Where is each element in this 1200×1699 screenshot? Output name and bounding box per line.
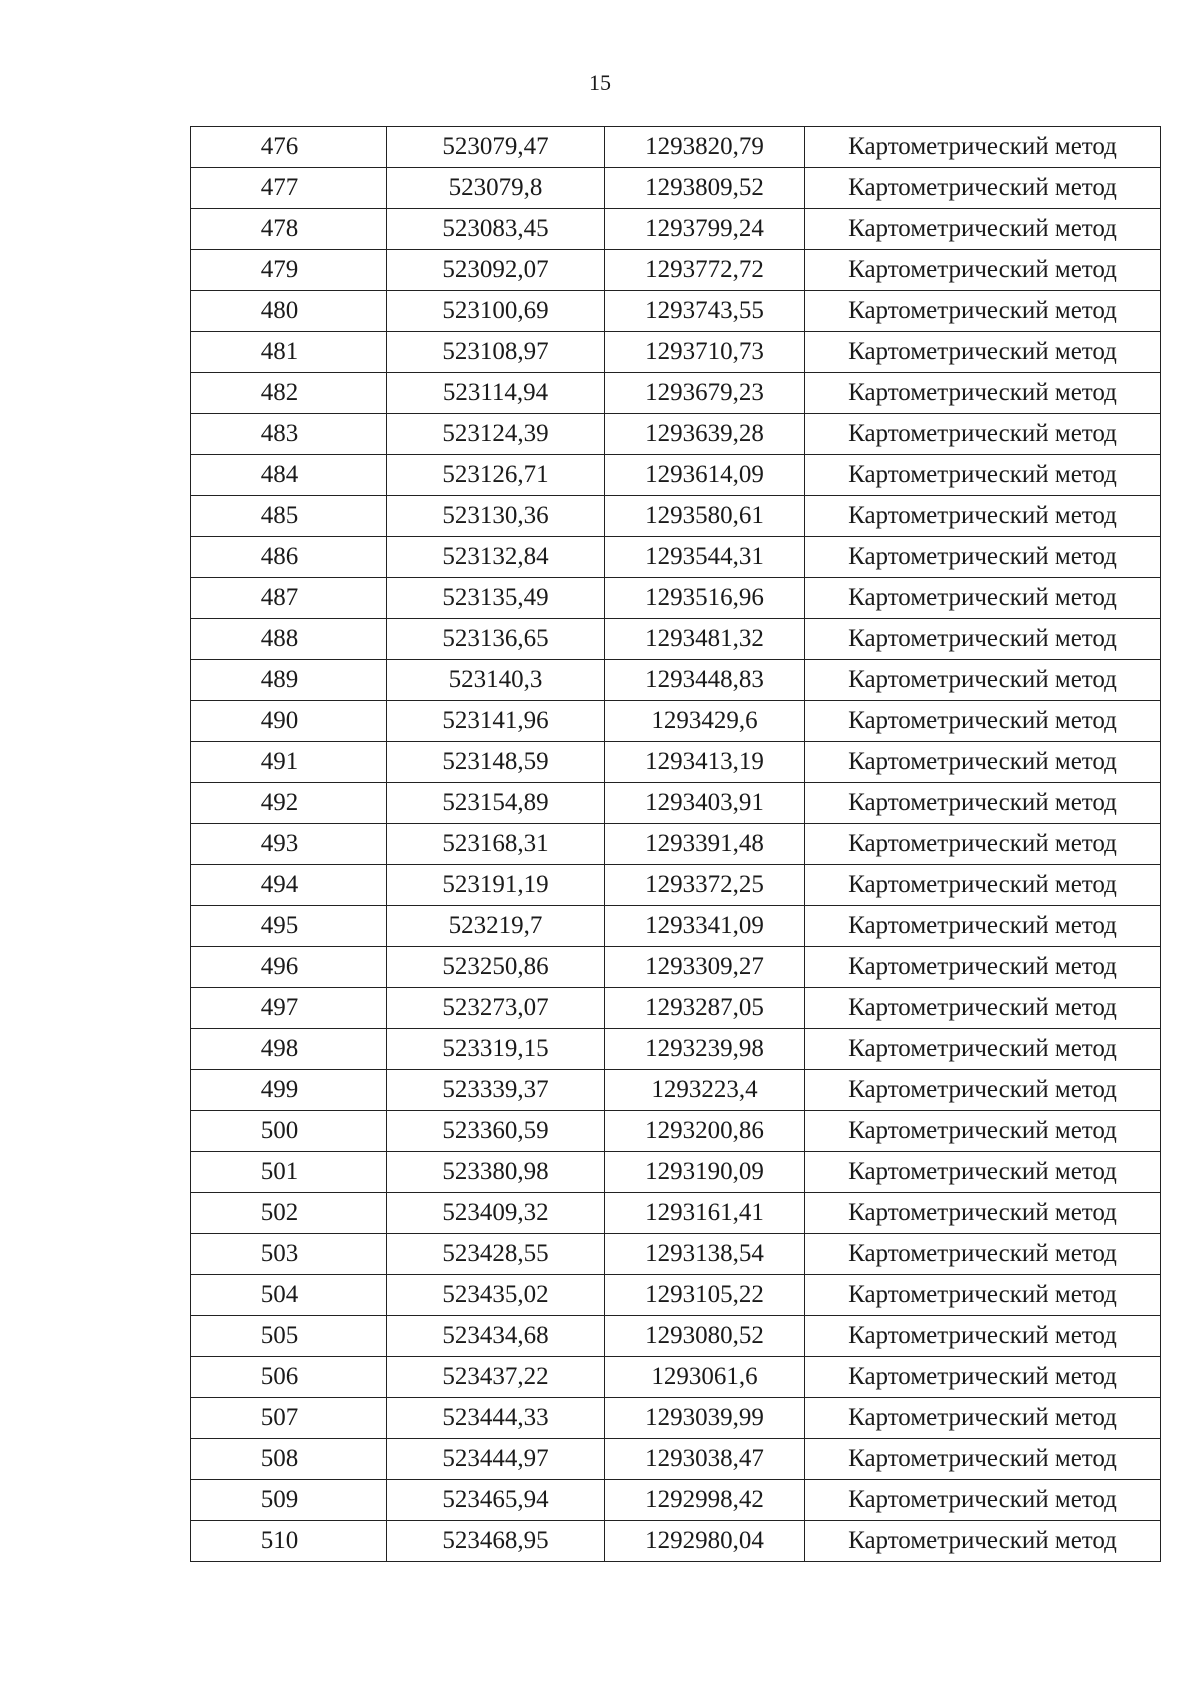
- x-coordinate-cell: 523273,07: [387, 988, 605, 1029]
- x-coordinate-cell: 523380,98: [387, 1152, 605, 1193]
- point-number-cell: 485: [191, 496, 387, 537]
- x-coordinate-cell: 523360,59: [387, 1111, 605, 1152]
- table-row: [191, 742, 1161, 783]
- method-cell: Картометрический метод: [805, 783, 1161, 824]
- table-row: [191, 291, 1161, 332]
- y-coordinate-cell: 1293614,09: [605, 455, 805, 496]
- x-coordinate-cell: 523130,36: [387, 496, 605, 537]
- x-coordinate-cell: 523468,95: [387, 1521, 605, 1562]
- method-cell: Картометрический метод: [805, 1316, 1161, 1357]
- table-row: [191, 619, 1161, 660]
- method-cell: Картометрический метод: [805, 824, 1161, 865]
- method-cell: Картометрический метод: [805, 988, 1161, 1029]
- y-coordinate-cell: 1293429,6: [605, 701, 805, 742]
- y-coordinate-cell: 1293190,09: [605, 1152, 805, 1193]
- table-row: [191, 824, 1161, 865]
- method-cell: Картометрический метод: [805, 1439, 1161, 1480]
- x-coordinate-cell: 523154,89: [387, 783, 605, 824]
- method-cell: Картометрический метод: [805, 906, 1161, 947]
- method-cell: Картометрический метод: [805, 578, 1161, 619]
- y-coordinate-cell: 1293061,6: [605, 1357, 805, 1398]
- x-coordinate-cell: 523319,15: [387, 1029, 605, 1070]
- y-coordinate-cell: 1293481,32: [605, 619, 805, 660]
- point-number-cell: 507: [191, 1398, 387, 1439]
- y-coordinate-cell: 1293039,99: [605, 1398, 805, 1439]
- point-number-cell: 510: [191, 1521, 387, 1562]
- table-row: [191, 168, 1161, 209]
- method-cell: Картометрический метод: [805, 414, 1161, 455]
- y-coordinate-cell: 1293772,72: [605, 250, 805, 291]
- x-coordinate-cell: 523124,39: [387, 414, 605, 455]
- table-row: [191, 1275, 1161, 1316]
- x-coordinate-cell: 523114,94: [387, 373, 605, 414]
- y-coordinate-cell: 1293138,54: [605, 1234, 805, 1275]
- point-number-cell: 498: [191, 1029, 387, 1070]
- point-number-cell: 495: [191, 906, 387, 947]
- y-coordinate-cell: 1292980,04: [605, 1521, 805, 1562]
- table-row: [191, 332, 1161, 373]
- table-row: [191, 865, 1161, 906]
- method-cell: Картометрический метод: [805, 1193, 1161, 1234]
- method-cell: Картометрический метод: [805, 1275, 1161, 1316]
- x-coordinate-cell: 523339,37: [387, 1070, 605, 1111]
- method-cell: Картометрический метод: [805, 1234, 1161, 1275]
- y-coordinate-cell: 1293223,4: [605, 1070, 805, 1111]
- table-row: [191, 1316, 1161, 1357]
- table-row: [191, 1398, 1161, 1439]
- method-cell: Картометрический метод: [805, 537, 1161, 578]
- x-coordinate-cell: 523444,97: [387, 1439, 605, 1480]
- point-number-cell: 476: [191, 127, 387, 168]
- table-row: [191, 537, 1161, 578]
- x-coordinate-cell: 523219,7: [387, 906, 605, 947]
- point-number-cell: 479: [191, 250, 387, 291]
- table-row: [191, 1193, 1161, 1234]
- y-coordinate-cell: 1293161,41: [605, 1193, 805, 1234]
- table-row: [191, 1439, 1161, 1480]
- page-number: 15: [589, 70, 611, 95]
- point-number-cell: 486: [191, 537, 387, 578]
- x-coordinate-cell: 523444,33: [387, 1398, 605, 1439]
- method-cell: Картометрический метод: [805, 947, 1161, 988]
- table-row: [191, 1111, 1161, 1152]
- method-cell: Картометрический метод: [805, 1480, 1161, 1521]
- table-row: [191, 1029, 1161, 1070]
- point-number-cell: 497: [191, 988, 387, 1029]
- method-cell: Картометрический метод: [805, 373, 1161, 414]
- table-row: [191, 1234, 1161, 1275]
- table-row: [191, 947, 1161, 988]
- method-cell: Картометрический метод: [805, 865, 1161, 906]
- x-coordinate-cell: 523140,3: [387, 660, 605, 701]
- x-coordinate-cell: 523135,49: [387, 578, 605, 619]
- y-coordinate-cell: 1293309,27: [605, 947, 805, 988]
- y-coordinate-cell: 1292998,42: [605, 1480, 805, 1521]
- table-row: [191, 1070, 1161, 1111]
- point-number-cell: 487: [191, 578, 387, 619]
- x-coordinate-cell: 523434,68: [387, 1316, 605, 1357]
- point-number-cell: 489: [191, 660, 387, 701]
- table-row: [191, 578, 1161, 619]
- point-number-cell: 488: [191, 619, 387, 660]
- method-cell: Картометрический метод: [805, 127, 1161, 168]
- point-number-cell: 508: [191, 1439, 387, 1480]
- x-coordinate-cell: 523126,71: [387, 455, 605, 496]
- table-row: [191, 209, 1161, 250]
- point-number-cell: 482: [191, 373, 387, 414]
- method-cell: Картометрический метод: [805, 742, 1161, 783]
- method-cell: Картометрический метод: [805, 1521, 1161, 1562]
- point-number-cell: 490: [191, 701, 387, 742]
- y-coordinate-cell: 1293287,05: [605, 988, 805, 1029]
- method-cell: Картометрический метод: [805, 332, 1161, 373]
- method-cell: Картометрический метод: [805, 660, 1161, 701]
- x-coordinate-cell: 523435,02: [387, 1275, 605, 1316]
- method-cell: Картометрический метод: [805, 209, 1161, 250]
- x-coordinate-cell: 523100,69: [387, 291, 605, 332]
- table-row: [191, 988, 1161, 1029]
- coordinates-table-body: [191, 127, 1161, 1562]
- point-number-cell: 499: [191, 1070, 387, 1111]
- y-coordinate-cell: 1293448,83: [605, 660, 805, 701]
- x-coordinate-cell: 523141,96: [387, 701, 605, 742]
- y-coordinate-cell: 1293105,22: [605, 1275, 805, 1316]
- method-cell: Картометрический метод: [805, 1152, 1161, 1193]
- y-coordinate-cell: 1293341,09: [605, 906, 805, 947]
- point-number-cell: 491: [191, 742, 387, 783]
- x-coordinate-cell: 523250,86: [387, 947, 605, 988]
- method-cell: Картометрический метод: [805, 168, 1161, 209]
- point-number-cell: 477: [191, 168, 387, 209]
- y-coordinate-cell: 1293391,48: [605, 824, 805, 865]
- x-coordinate-cell: 523136,65: [387, 619, 605, 660]
- point-number-cell: 509: [191, 1480, 387, 1521]
- x-coordinate-cell: 523132,84: [387, 537, 605, 578]
- method-cell: Картометрический метод: [805, 496, 1161, 537]
- x-coordinate-cell: 523437,22: [387, 1357, 605, 1398]
- x-coordinate-cell: 523092,07: [387, 250, 605, 291]
- point-number-cell: 506: [191, 1357, 387, 1398]
- y-coordinate-cell: 1293080,52: [605, 1316, 805, 1357]
- table-row: [191, 1521, 1161, 1562]
- y-coordinate-cell: 1293809,52: [605, 168, 805, 209]
- y-coordinate-cell: 1293544,31: [605, 537, 805, 578]
- y-coordinate-cell: 1293516,96: [605, 578, 805, 619]
- table-row: [191, 906, 1161, 947]
- y-coordinate-cell: 1293239,98: [605, 1029, 805, 1070]
- table-row: [191, 496, 1161, 537]
- point-number-cell: 480: [191, 291, 387, 332]
- method-cell: Картометрический метод: [805, 1029, 1161, 1070]
- table-row: [191, 783, 1161, 824]
- table-row: [191, 373, 1161, 414]
- x-coordinate-cell: 523428,55: [387, 1234, 605, 1275]
- method-cell: Картометрический метод: [805, 1357, 1161, 1398]
- table-row: [191, 1480, 1161, 1521]
- y-coordinate-cell: 1293200,86: [605, 1111, 805, 1152]
- method-cell: Картометрический метод: [805, 619, 1161, 660]
- x-coordinate-cell: 523079,47: [387, 127, 605, 168]
- point-number-cell: 494: [191, 865, 387, 906]
- point-number-cell: 501: [191, 1152, 387, 1193]
- x-coordinate-cell: 523191,19: [387, 865, 605, 906]
- point-number-cell: 481: [191, 332, 387, 373]
- point-number-cell: 503: [191, 1234, 387, 1275]
- x-coordinate-cell: 523083,45: [387, 209, 605, 250]
- x-coordinate-cell: 523148,59: [387, 742, 605, 783]
- method-cell: Картометрический метод: [805, 250, 1161, 291]
- point-number-cell: 493: [191, 824, 387, 865]
- method-cell: Картометрический метод: [805, 291, 1161, 332]
- y-coordinate-cell: 1293413,19: [605, 742, 805, 783]
- x-coordinate-cell: 523409,32: [387, 1193, 605, 1234]
- point-number-cell: 496: [191, 947, 387, 988]
- x-coordinate-cell: 523168,31: [387, 824, 605, 865]
- x-coordinate-cell: 523465,94: [387, 1480, 605, 1521]
- y-coordinate-cell: 1293038,47: [605, 1439, 805, 1480]
- y-coordinate-cell: 1293403,91: [605, 783, 805, 824]
- table-row: [191, 660, 1161, 701]
- point-number-cell: 504: [191, 1275, 387, 1316]
- x-coordinate-cell: 523079,8: [387, 168, 605, 209]
- method-cell: Картометрический метод: [805, 701, 1161, 742]
- table-row: [191, 701, 1161, 742]
- x-coordinate-cell: 523108,97: [387, 332, 605, 373]
- y-coordinate-cell: 1293743,55: [605, 291, 805, 332]
- y-coordinate-cell: 1293372,25: [605, 865, 805, 906]
- table-row: [191, 414, 1161, 455]
- point-number-cell: 492: [191, 783, 387, 824]
- table-row: [191, 250, 1161, 291]
- point-number-cell: 484: [191, 455, 387, 496]
- method-cell: Картометрический метод: [805, 1398, 1161, 1439]
- table-row: [191, 455, 1161, 496]
- point-number-cell: 500: [191, 1111, 387, 1152]
- y-coordinate-cell: 1293799,24: [605, 209, 805, 250]
- y-coordinate-cell: 1293580,61: [605, 496, 805, 537]
- point-number-cell: 502: [191, 1193, 387, 1234]
- method-cell: Картометрический метод: [805, 455, 1161, 496]
- y-coordinate-cell: 1293679,23: [605, 373, 805, 414]
- y-coordinate-cell: 1293820,79: [605, 127, 805, 168]
- y-coordinate-cell: 1293710,73: [605, 332, 805, 373]
- method-cell: Картометрический метод: [805, 1070, 1161, 1111]
- y-coordinate-cell: 1293639,28: [605, 414, 805, 455]
- method-cell: Картометрический метод: [805, 1111, 1161, 1152]
- coordinates-table: [190, 126, 1161, 1562]
- table-row: [191, 127, 1161, 168]
- table-row: [191, 1152, 1161, 1193]
- point-number-cell: 505: [191, 1316, 387, 1357]
- point-number-cell: 483: [191, 414, 387, 455]
- table-row: [191, 1357, 1161, 1398]
- point-number-cell: 478: [191, 209, 387, 250]
